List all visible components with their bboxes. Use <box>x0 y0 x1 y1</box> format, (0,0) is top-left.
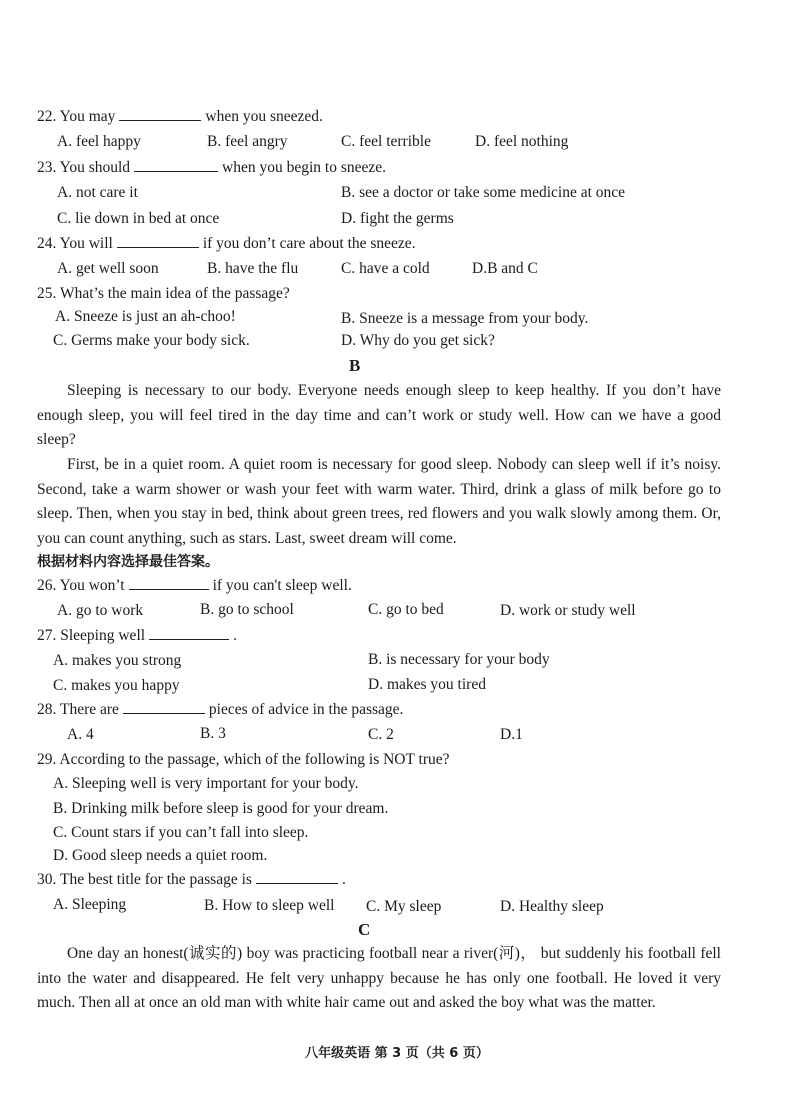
q30-option-a: A. Sleeping <box>53 896 127 913</box>
answer-blank <box>123 700 205 714</box>
q23-stem <box>37 158 386 178</box>
answer-blank <box>119 107 201 121</box>
q24-stem-end: if you don’t care about the sneeze. <box>202 235 416 252</box>
answer-blank <box>149 626 229 640</box>
q28-stem <box>37 700 403 720</box>
q27-option-b: B. is necessary for your body <box>368 651 550 668</box>
q28-stem-end: pieces of advice in the passage. <box>208 701 404 718</box>
q27-stem <box>37 626 237 646</box>
q29-option-b: B. Drinking milk before sleep is good for your dream. <box>53 800 389 817</box>
q26-option-c: C. go to bed <box>368 601 444 618</box>
q26-stem <box>37 576 352 596</box>
q25-option-c: C. Germs make your body sick. <box>53 332 250 349</box>
q24-option-d: D.B and C <box>472 260 538 277</box>
q28-option-a: A. 4 <box>67 726 94 743</box>
section-b-paragraph-1 <box>37 379 721 453</box>
section-b-paragraph-1-text: Sleeping is necessary to our body. Everyone needs enough sleep to keep healthy. If you don’t have enough sleep, you will feel tired in the day time and can’t work or study well. How can we have a good sleep? <box>37 382 721 449</box>
q29-option-d: D. Good sleep needs a quiet room. <box>53 847 268 864</box>
q26-option-a: A. go to work <box>57 602 144 619</box>
q29-stem: 29. According to the passage, which of the following is NOT true? <box>37 751 450 768</box>
q26-option-d: D. work or study well <box>500 602 636 619</box>
answer-blank <box>117 234 199 248</box>
q23-option-d: D. fight the germs <box>341 210 454 227</box>
section-b-instruction: 根据材料内容选择最佳答案。 <box>37 554 219 570</box>
section-b-heading: B <box>349 356 361 375</box>
q30-stem-start: 30. The best title for the passage is <box>37 871 252 888</box>
q27-option-d: D. makes you tired <box>368 676 486 693</box>
q30-option-c: C. My sleep <box>366 898 442 915</box>
q28-option-b: B. 3 <box>200 725 226 742</box>
q30-option-d: D. Healthy sleep <box>500 898 604 915</box>
q28-option-c: C. 2 <box>368 726 394 743</box>
q22-stem <box>37 107 323 127</box>
section-b-paragraph-2-text: First, be in a quiet room. A quiet room is necessary for good sleep. Nobody can sleep well if it’s noisy. Second, take a warm shower or wash your feet with warm water. Third, drink a glass of milk before go to sleep. Then, when you stay in bed, think about green trees, red flowers and you walk slowly among them. Or, you can count anything, such as stars. Last, sweet dream will come. <box>37 456 721 547</box>
q25-option-d: D. Why do you get sick? <box>341 332 495 349</box>
page-footer: 八年级英语 第 3 页（共 6 页） <box>305 1046 489 1061</box>
q30-option-b: B. How to sleep well <box>204 897 335 914</box>
q22-option-a: A. feel happy <box>57 133 141 150</box>
section-c-paragraph-1-text: One day an honest(诚实的) boy was practicing football near a river(河)， but suddenly his football fell into the water and disappeared. He felt very unhappy because he has only one football. He loved it very much. Then all at once an old man with white hair came out and asked the boy what was the matter. <box>37 945 721 1012</box>
q23-option-c: C. lie down in bed at once <box>57 210 220 227</box>
q22-option-b: B. feel angry <box>207 133 288 150</box>
q22-stem-start: 22. You may <box>37 108 116 125</box>
q26-stem-start: 26. You won’t <box>37 577 125 594</box>
q27-stem-end: . <box>233 627 237 644</box>
q29-option-c: C. Count stars if you can’t fall into sleep. <box>53 824 309 841</box>
q22-stem-end: when you sneezed. <box>205 108 323 125</box>
q28-option-d: D.1 <box>500 726 523 743</box>
q25-stem: 25. What’s the main idea of the passage? <box>37 285 290 302</box>
answer-blank <box>256 870 338 884</box>
answer-blank <box>134 158 218 172</box>
q30-stem-end: . <box>341 871 346 888</box>
q28-stem-start: 28. There are <box>37 701 119 718</box>
q27-option-a: A. makes you strong <box>53 652 182 669</box>
q23-option-b: B. see a doctor or take some medicine at once <box>341 184 626 201</box>
q24-option-a: A. get well soon <box>57 260 159 277</box>
q24-option-c: C. have a cold <box>341 260 430 277</box>
q27-option-c: C. makes you happy <box>53 677 180 694</box>
q24-stem <box>37 234 416 254</box>
section-c-heading: C <box>358 920 371 939</box>
q27-stem-start: 27. Sleeping well <box>37 627 146 644</box>
q26-option-b: B. go to school <box>200 601 294 618</box>
q26-stem-end: if you can't sleep well. <box>212 577 352 594</box>
q22-option-c: C. feel terrible <box>341 133 431 150</box>
answer-blank <box>129 576 209 590</box>
section-b-paragraph-2 <box>37 453 721 551</box>
q22-option-d: D. feel nothing <box>475 133 569 150</box>
section-c-paragraph-1 <box>37 942 721 1016</box>
q24-option-b: B. have the flu <box>207 260 299 277</box>
q25-option-b: B. Sneeze is a message from your body. <box>341 310 589 327</box>
q29-option-a: A. Sleeping well is very important for your body. <box>53 775 359 792</box>
q23-stem-end: when you begin to sneeze. <box>222 159 387 176</box>
q30-stem <box>37 870 346 890</box>
q24-stem-start: 24. You will <box>37 235 113 252</box>
q23-option-a: A. not care it <box>57 184 138 201</box>
q25-option-a: A. Sneeze is just an ah-choo! <box>55 308 236 325</box>
q23-stem-start: 23. You should <box>37 159 131 176</box>
